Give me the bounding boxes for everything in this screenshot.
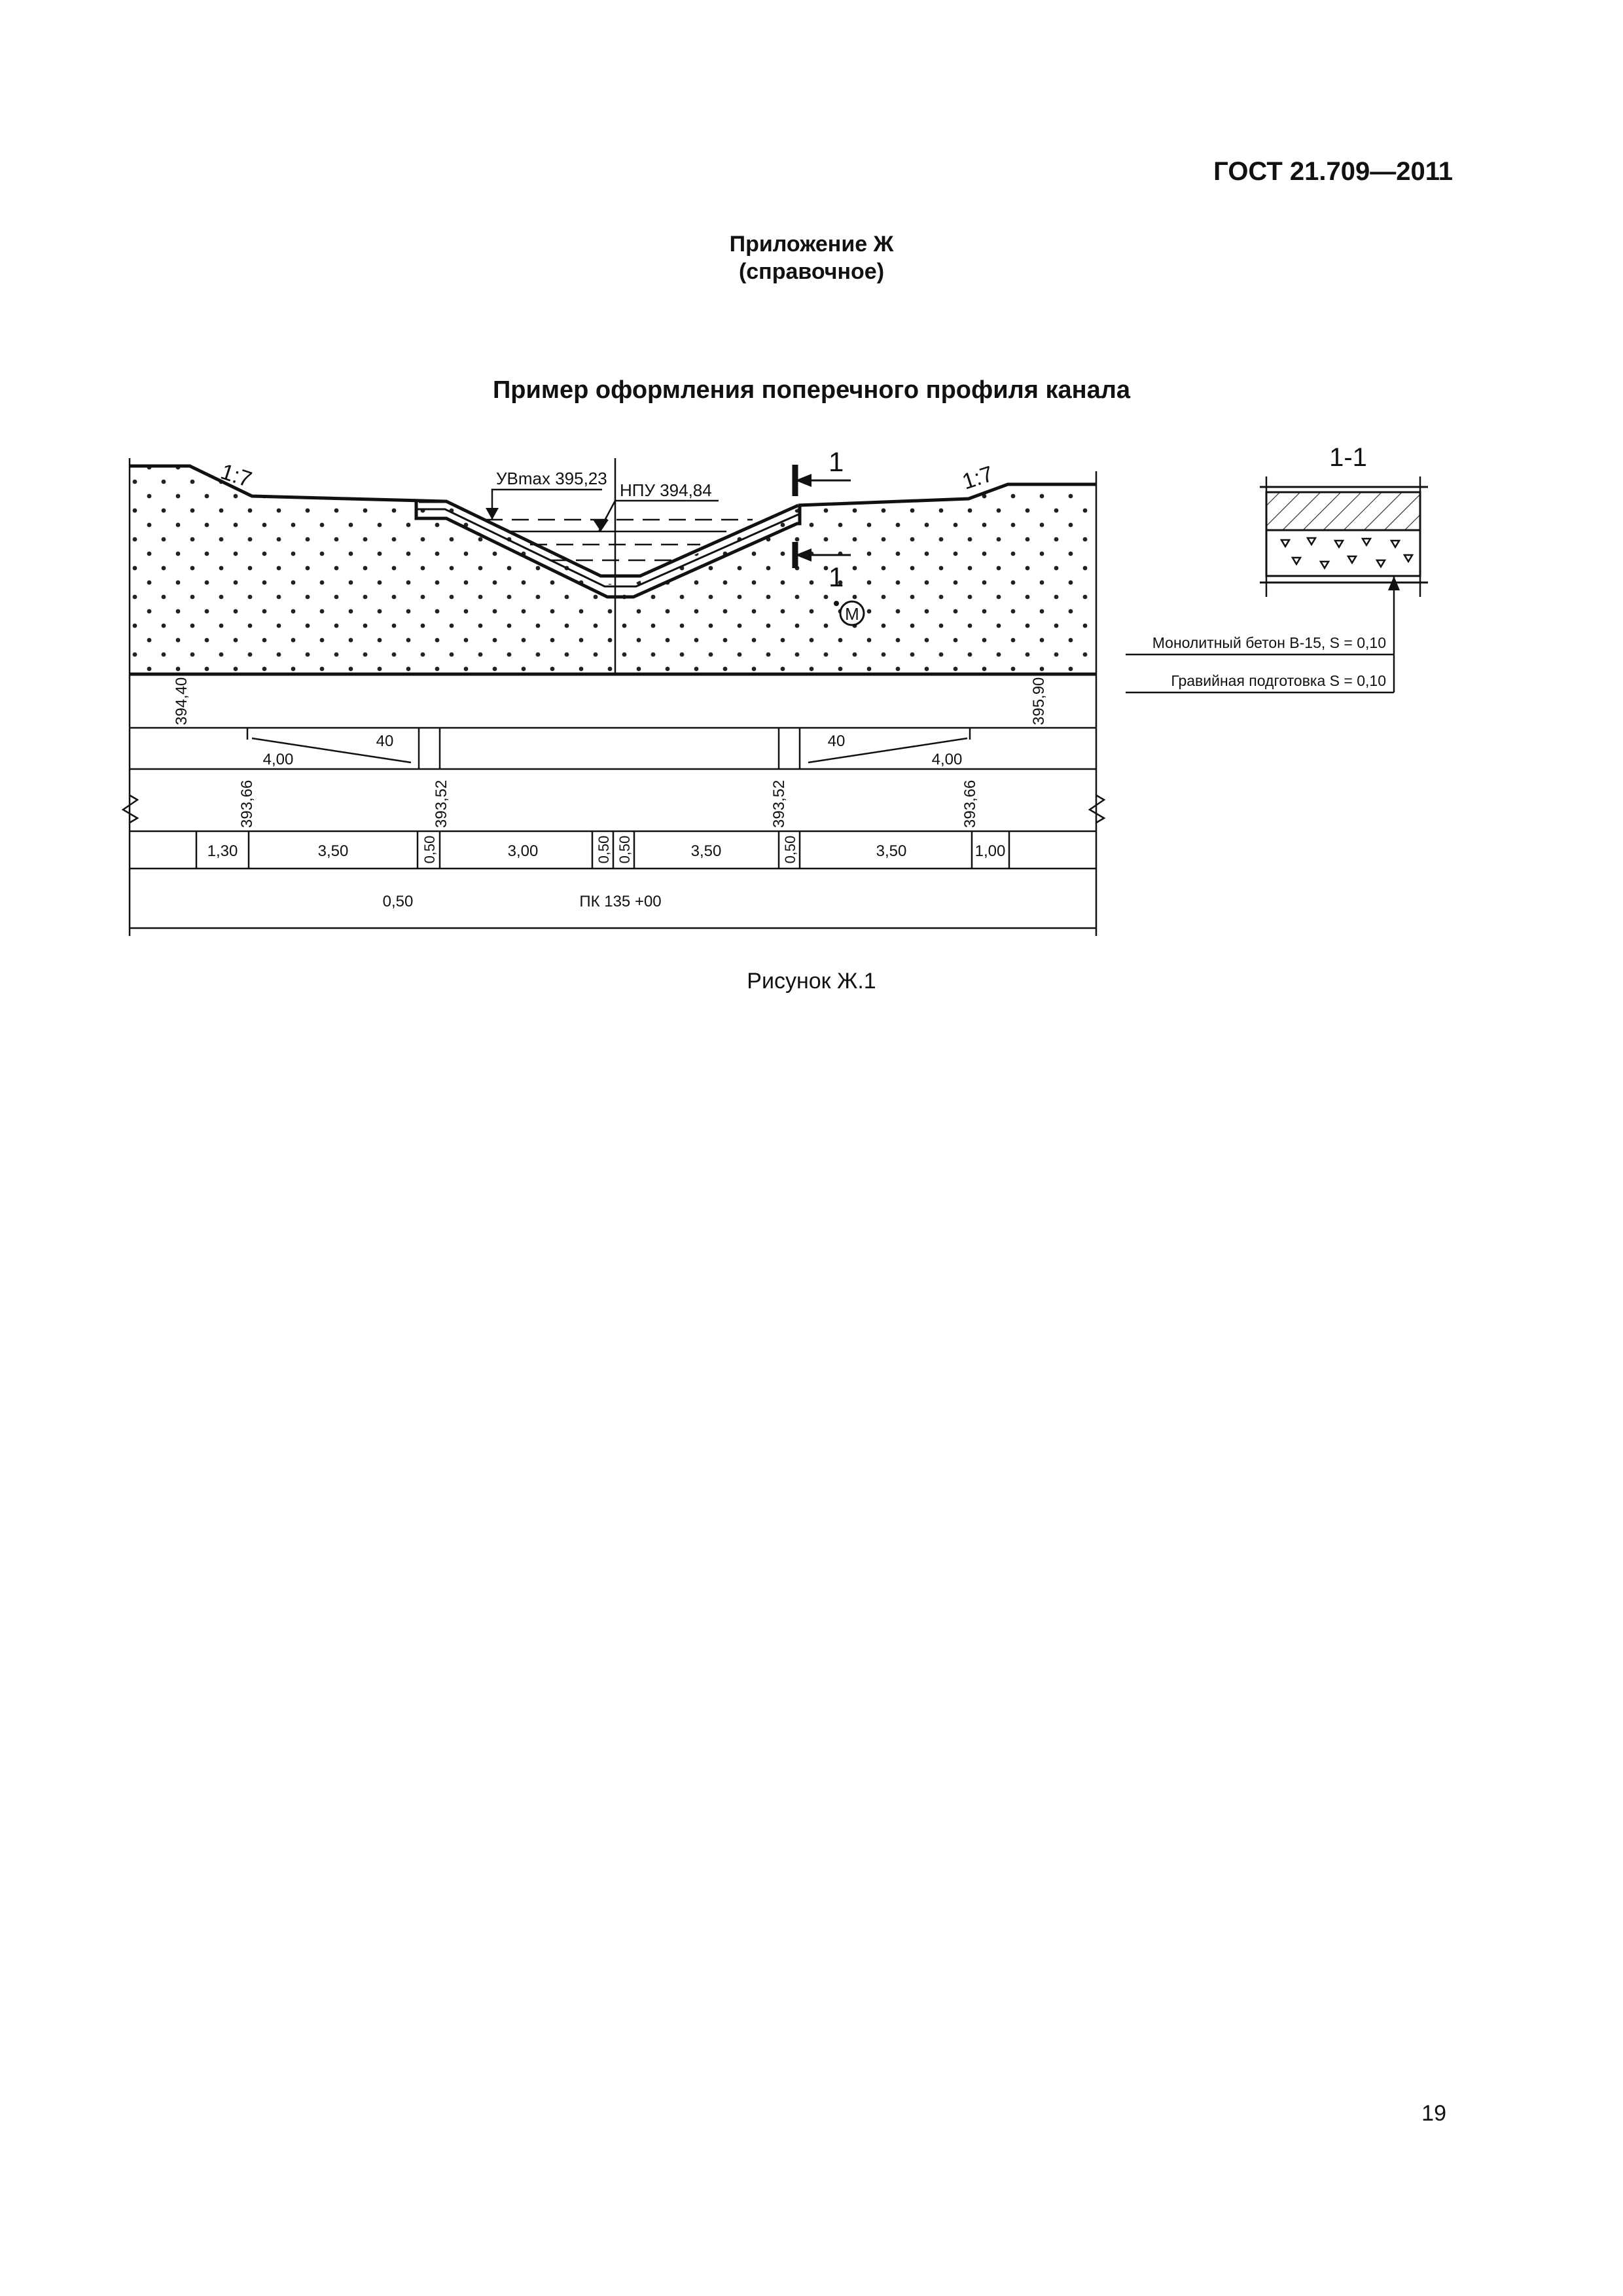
soil-symbol-label: М — [845, 604, 859, 624]
section-mark-label-bottom: 1 — [829, 562, 844, 592]
figure-caption: Рисунок Ж.1 — [747, 969, 876, 994]
picket-label: ПК 135 +00 — [579, 893, 662, 910]
design-elevation-2: 393,52 — [433, 780, 450, 828]
section-mark-label-top: 1 — [829, 446, 844, 477]
slope-right-label: 1:7 — [959, 461, 997, 495]
elevation-left: 394,40 — [173, 677, 190, 725]
distance-9: 3,50 — [876, 842, 907, 860]
distance-5: 0,50 — [596, 835, 612, 864]
design-elevation-3: 393,52 — [770, 780, 788, 828]
layer-gravel-label: Гравийная подготовка S = 0,10 — [1171, 672, 1386, 689]
water-level-max-label: УВmax 395,23 — [496, 469, 607, 488]
concrete-layer — [1266, 492, 1420, 530]
distance-4: 3,00 — [507, 842, 539, 860]
figure-title: Пример оформления поперечного профиля канала — [492, 376, 1131, 404]
section-detail-title: 1-1 — [1329, 443, 1367, 472]
layer-concrete-label: Монолитный бетон В-15, S = 0,10 — [1152, 634, 1386, 651]
bottom-row-left: 0,50 — [382, 893, 414, 910]
distance-10: 1,00 — [974, 842, 1006, 860]
slope-left-label: 1:7 — [217, 459, 255, 493]
distance-7: 3,50 — [690, 842, 722, 860]
distance-3: 0,50 — [421, 835, 438, 864]
elevation-right: 395,90 — [1030, 677, 1048, 725]
design-elevation-1: 393,66 — [238, 780, 256, 828]
distance-6: 0,50 — [616, 835, 633, 864]
appendix-note: (справочное) — [738, 259, 885, 284]
normal-level-label: НПУ 394,84 — [620, 480, 712, 500]
slope-left-length: 4,00 — [262, 751, 294, 768]
page-number: 19 — [1421, 2101, 1446, 2126]
gravel-layer — [1266, 530, 1420, 576]
design-elevation-4: 393,66 — [961, 780, 979, 828]
distance-8: 0,50 — [782, 835, 798, 864]
slope-right-length: 4,00 — [931, 751, 963, 768]
distance-1: 1,30 — [207, 842, 238, 860]
appendix-title: Приложение Ж — [729, 232, 894, 257]
soil-symbol-dot — [834, 601, 839, 606]
standard-code: ГОСТ 21.709—2011 — [1213, 157, 1453, 186]
distance-2: 3,50 — [317, 842, 349, 860]
slope-right-value: 40 — [827, 732, 846, 750]
slope-left-value: 40 — [376, 732, 394, 750]
